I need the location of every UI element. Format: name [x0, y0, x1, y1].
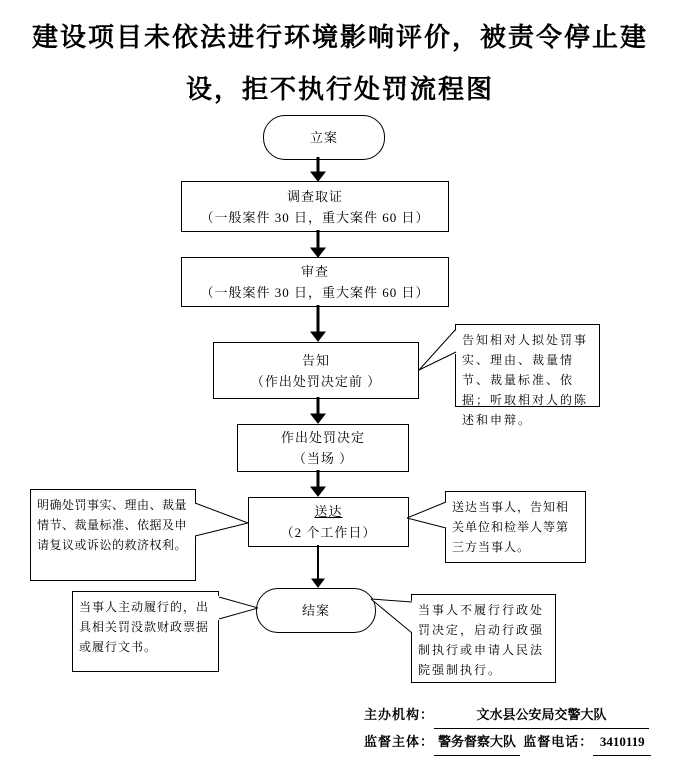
footer: [364, 702, 651, 756]
process-notification-note: （作出处罚决定前 ）: [250, 373, 382, 389]
tail-enforcement-edge: [371, 599, 412, 633]
tail-voluntary-edge: [219, 608, 258, 619]
arrowhead-icon: [311, 248, 325, 257]
terminator-case-filing-label: 立案: [309, 130, 338, 145]
org-value: 文水县公安局交警大队: [434, 702, 649, 729]
process-decision-note: （当场 ）: [292, 451, 354, 466]
terminator-case-closed-label: 结案: [301, 603, 330, 618]
org-label: 主办机构：: [364, 707, 435, 722]
tail-enforcement: [371, 599, 414, 634]
footer-org-line: [364, 702, 651, 729]
phone-value: 3410119: [593, 729, 651, 756]
process-notification: [213, 342, 419, 399]
callout-voluntary-note: 当事人主动履行的，出具相关罚没款财政票据或履行文书。: [72, 591, 219, 672]
callout-enforcement-note: 当事人不履行行政处罚决定，启动行政强制执行或申请人民法院强制执行。: [411, 594, 556, 683]
process-notification-label: 告知: [301, 352, 330, 368]
tail-voluntary: [216, 595, 258, 621]
tail-remedy: [192, 502, 248, 537]
arrowhead-icon: [311, 332, 325, 341]
process-investigation: [181, 181, 449, 232]
footer-supervisor-line: [364, 729, 651, 756]
process-review-label: 审查: [300, 264, 329, 279]
callout-delivery-note: 送达当事人，告知相关单位和检举人等第三方当事人。: [445, 491, 586, 563]
supervisor-value: 警务督察大队: [434, 729, 520, 756]
tail-voluntary-edge: [219, 597, 258, 608]
arrowhead-icon: [311, 414, 325, 423]
callout-remedy-note: 明确处罚事实、理由、裁量情节、裁量标准、依据及申请复议或诉讼的救济权利。: [30, 489, 196, 581]
process-review: [181, 257, 449, 307]
page-title-line1: 建设项目未依法进行环境影响评价，被责令停止建: [31, 23, 648, 52]
process-decision-label: 作出处罚决定: [280, 430, 365, 445]
callout-notification-note: 告知相对人拟处罚事实、理由、裁量情节、裁量标准、依据；听取相对人的陈述和申辩。: [455, 324, 600, 407]
process-delivery-label: 送达: [314, 504, 343, 519]
tail-notification-edge: [419, 329, 456, 370]
arrowhead-icon: [312, 579, 324, 587]
page-title-line2: 设，拒不执行处罚流程图: [185, 75, 494, 104]
terminator-case-filing: [263, 115, 385, 160]
arrowhead-icon: [311, 172, 325, 181]
process-investigation-label: 调查取证: [286, 188, 343, 204]
tail-delivery-edge: [407, 518, 446, 528]
terminator-case-closed: [256, 588, 376, 633]
tail-delivery: [407, 501, 449, 529]
supervisor-label: 监督主体：: [364, 734, 435, 749]
arrowhead-icon: [311, 487, 325, 496]
process-decision: [237, 424, 409, 472]
page-title: [0, 12, 680, 116]
tail-remedy-edge: [195, 523, 248, 536]
tail-remedy-edge: [195, 503, 248, 523]
tail-notification: [419, 328, 458, 370]
process-delivery: [248, 497, 409, 547]
process-delivery-note: （2 个工作日）: [280, 525, 377, 540]
tail-delivery-edge: [407, 502, 446, 518]
process-review-note: （一般案件 30 日，重大案件 60 日）: [200, 285, 430, 300]
tail-notification-edge: [419, 352, 456, 370]
tail-enforcement-edge: [371, 599, 412, 602]
phone-label: 监督电话：: [523, 734, 594, 749]
process-investigation-note: （一般案件 30 日，重大案件 60 日）: [200, 209, 430, 225]
